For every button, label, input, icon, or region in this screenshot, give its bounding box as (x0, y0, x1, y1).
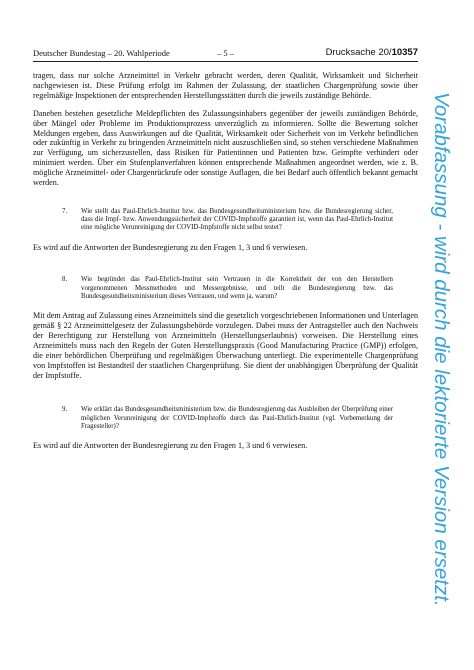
header-document-number (326, 46, 418, 60)
header-rule (33, 61, 418, 62)
question-9 (62, 406, 393, 431)
header-page-number: – 5 – (217, 48, 234, 58)
question-8 (62, 276, 393, 301)
question-text: Wie stellt das Paul-Ehrlich-Institut bzw. das Bundesgesundheitsministerium bzw. die Bundesregierung sicher, dass die Impf- bzw. Anwendungssicherheit der COVID-Impfstoffe garantiert ist, wenn das Paul-Ehrlich-Institut eine mögliche Verunreinigung der COVID-Impfstoffe nicht selbst testet? (81, 207, 393, 232)
question-7 (62, 208, 393, 233)
answer-paragraph: Mit dem Antrag auf Zulassung eines Arzneimittels sind die gesetzlich vorgeschriebenen Informationen und Unterlagen gemäß § 22 Arzneimittelgesetz der Zulassungsbehörde vorzulegen. Dabei muss der Antragsteller auch den Nachweis der Berechtigung zur Herstellung von Arzneimitteln (Herstellungserlaubnis) vorweisen. Die Herstellung eines Arzneimittels muss nach den Regeln der Guten Herstellungspraxis (Good Manufacturing Practice (GMP)) erfolgen, die einer behördlichen Überprüfung und regelmäßigen Überwachung unterliegt. Die experimentelle Chargenprüfung von Impfstoffen ist Bestandteil der staatlichen Chargenprüfung. Sie dient der unabhängigen Überprüfung der Qualität der Impfstoffe. (33, 311, 418, 380)
header-parliament: Deutscher Bundestag – 20. Wahlperiode (33, 48, 170, 58)
question-number: 9. (62, 406, 68, 414)
document-body (33, 71, 418, 459)
header-doc-prefix: Drucksache 20/ (325, 47, 392, 58)
page-header (33, 46, 418, 60)
paragraph: tragen, dass nur solche Arzneimittel in Verkehr gebracht werden, deren Qualität, Wirksamkeit und Sicherheit nachgewiesen ist. Diese Prüfung erfolgt im Rahmen der Zulassung, der staatlichen Chargenprüfung sowie über regelmäßige Inspektionen der entsprechenden Herstellungsstätten durch die jeweils zuständige Behörde. (33, 71, 418, 100)
watermark-svg (421, 0, 471, 670)
question-number: 7. (62, 207, 68, 215)
answer-paragraph: Es wird auf die Antworten der Bundesregierung zu den Fragen 1, 3 und 6 verwiesen. (33, 242, 308, 252)
watermark-text: Vorabfassung - wird durch die lektorierte Version ersetzt. (430, 92, 453, 607)
question-text: Wie begründet das Paul-Ehrlich-Institut sein Vertrauen in die Korrektheit der von den Herstellern vorgenommenen Messmethoden und Messergebnisse, und teilt die Bundesregierung bzw. das Bundesgesundheitsministerium dieses Vertrauen, und wenn ja, warum? (81, 276, 393, 300)
paragraph: Daneben bestehen gesetzliche Meldepflichten des Zulassungsinhabers gegenüber der jeweils zuständigen Behörde, über Mängel oder Probleme im Produktionsprozess unverzüglich zu informieren. Sollte die Bewertung solcher Meldungen ergeben, dass Auswirkungen auf die Qualität, Wirksamkeit oder Sicherheit von im Verkehr befindlichen oder zukünftig in Verkehr zu bringenden Arzneimitteln nicht auszuschließen sind, so stehen verschiedene Maßnahmen zur Verfügung, um sicherzustellen, dass Risiken für Patientinnen und Patienten bzw. Geimpfte verhindert oder minimiert werden. Über ein Stufenplanverfahren können entsprechende Maßnahmen angeordnet werden, wie z. B. mögliche Arzneimittel- oder Chargenrückrufe oder sonstige Auflagen, die bei Bedarf auch öffentlich bekannt gemacht werden. (33, 108, 418, 188)
answer-paragraph: Es wird auf die Antworten der Bundesregierung zu den Fragen 1, 3 und 6 verwiesen. (33, 441, 308, 451)
question-number: 8. (62, 276, 68, 284)
draft-watermark (421, 0, 471, 670)
header-doc-id: 10357 (391, 47, 418, 58)
question-text: Wie erklärt das Bundesgesundheitsministerium bzw. die Bundesregierung das Ausbleiben der Überprüfung einer möglichen Verunreinigung der COVID-Impfstoffe durch das Paul-Ehrlich-Institut (vgl. Vorbemerkung der Fragesteller)? (81, 406, 393, 430)
